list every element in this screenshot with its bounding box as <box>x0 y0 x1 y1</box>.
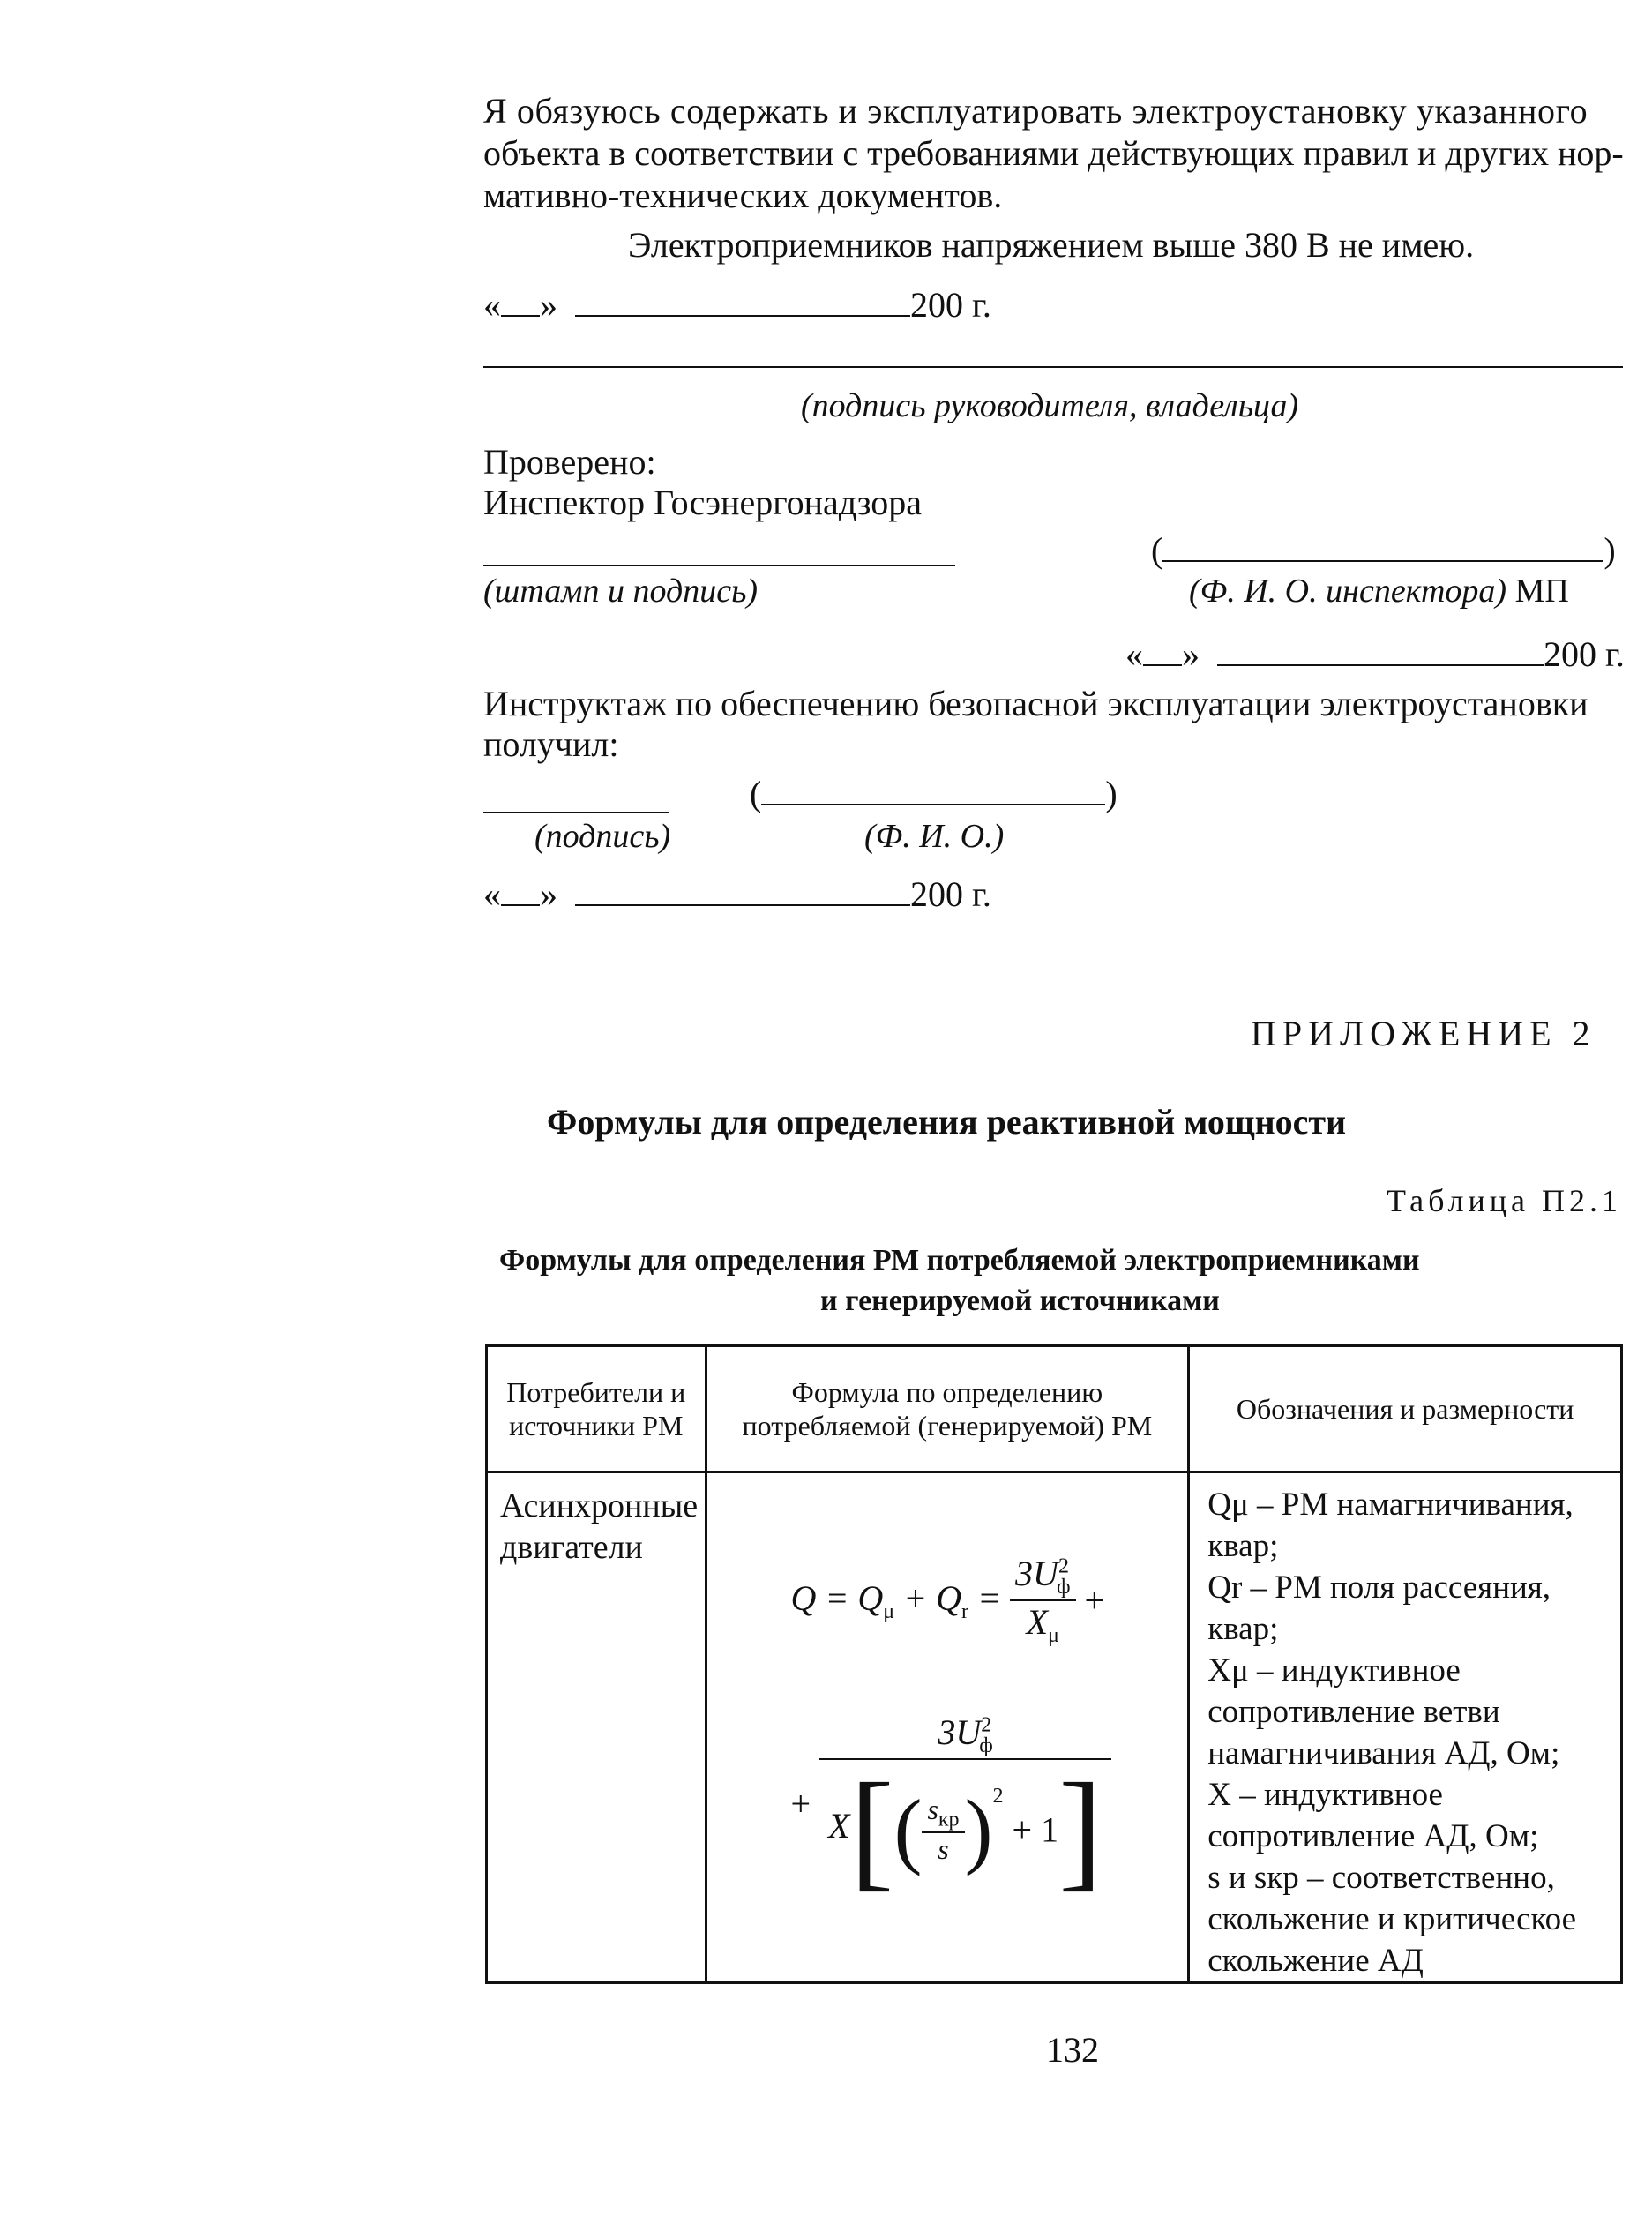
date-line-3: « » 200 г. <box>483 874 991 914</box>
date-line-1: « » 200 г. <box>483 285 991 325</box>
briefing-line-1: Инструктаж по обеспечению безопасной эксплуатации электроустановки <box>483 684 1588 723</box>
inspector-name-field: ( ) <box>1151 530 1616 570</box>
date-line-2: « » 200 г. <box>1125 634 1625 674</box>
table-row <box>487 1472 1622 1983</box>
briefing-fio-caption: (Ф. И. О.) <box>864 818 1005 855</box>
appendix-label: ПРИЛОЖЕНИЕ 2 <box>1251 1014 1596 1053</box>
briefing-fio-field: ( ) <box>750 774 1118 813</box>
consumer-name: Асинхронные двигатели <box>500 1487 699 1566</box>
obligation-line-1: Я обязуюсь содержать и эксплуатировать электроустановку указанного <box>483 91 1588 131</box>
header-formula: Формула по определению потребляемой (генерируемой) РМ <box>706 1346 1189 1472</box>
stamp-caption: (штамп и подпись) <box>483 573 759 610</box>
table-title-line-1: Формулы для определения РМ потребляемой электроприемниками <box>499 1244 1420 1277</box>
briefing-signature-line <box>483 812 669 813</box>
formulas-table <box>485 1344 1623 1984</box>
designation-slip: s и sкр – соответственно, скольжение и критическое скольжение АД <box>1207 1860 1577 1979</box>
checked-label: Проверено: <box>483 442 656 482</box>
formula-cell <box>706 1472 1189 1983</box>
page-number: 132 <box>1046 2030 1099 2070</box>
inspector-caption-row <box>1189 570 1569 612</box>
designation-x: X – индуктивное сопротивление АД, Ом; <box>1207 1777 1539 1854</box>
obligation-line-2: объекта в соответствии с требованиями действующих правил и других нор- <box>483 133 1624 173</box>
inspector-name-caption: (Ф. И. О. инспектора) <box>1189 573 1507 610</box>
designation-q-mu: Qμ – РМ намагничивания, квар; <box>1207 1487 1574 1564</box>
briefing-line-2: получил: <box>483 724 619 764</box>
inspector-label: Инспектор Госэнергонадзора <box>483 483 922 522</box>
mp-label: МП <box>1514 573 1569 610</box>
owner-signature-line <box>483 366 1623 368</box>
reactive-power-formula: $Q = Q_\mu + Q_r$ = $\frac{3U^2_ф}{X_\mu}$ + + $3U^2_ф$ X[( $\frac{s_{кр}}{s}$ )$^2$ + 1] <box>707 1473 1188 1967</box>
no-receivers-statement: Электроприемников напряжением выше 380 В не имею. <box>628 225 1475 265</box>
consumer-cell <box>487 1472 706 1983</box>
obligation-line-3: мативно-технических документов. <box>483 176 1003 215</box>
briefing-signature-caption: (подпись) <box>534 818 671 855</box>
table-header-row <box>487 1346 1622 1472</box>
header-consumers: Потребители и источники РМ <box>487 1346 706 1472</box>
table-title-line-2: и генерируемой источниками <box>820 1285 1220 1317</box>
designations-cell <box>1189 1472 1622 1983</box>
designations-list <box>1190 1473 1620 1981</box>
header-designations: Обозначения и размерности <box>1189 1346 1622 1472</box>
stamp-signature-line <box>483 565 955 566</box>
appendix-heading: Формулы для определения реактивной мощности <box>547 1102 1347 1142</box>
designation-x-mu: Xμ – индуктивное сопротивление ветви намагничивания АД, Ом; <box>1207 1652 1560 1771</box>
owner-signature-caption: (подпись руководителя, владельца) <box>801 387 1299 424</box>
designation-q-r: Qr – РМ поля рассеяния, квар; <box>1207 1569 1551 1647</box>
table-label: Таблица П2.1 <box>1387 1183 1622 1218</box>
